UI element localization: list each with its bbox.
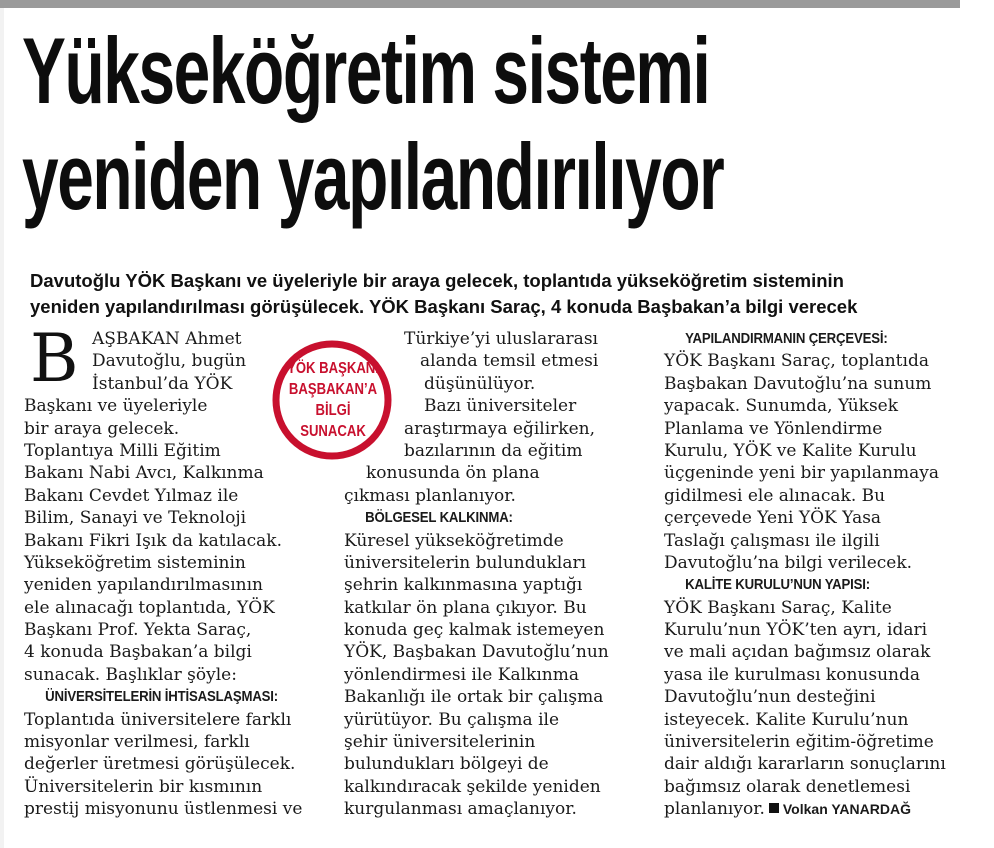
subheadline-line-2: yeniden yapılandırılması görüşülecek. YÖK Başkanı Saraç, 4 konuda Başbakan’a bilgi verecek (30, 296, 858, 317)
text-line: araştırmaya eğilirken, (404, 418, 596, 439)
final-line (664, 798, 964, 820)
text-line: İstanbul’da YÖK (92, 373, 233, 394)
text-line: isteyecek. Kalite Kurulu’nun (664, 709, 909, 730)
text-line: bazılarının da eğitim (404, 440, 583, 461)
text-line: Yükseköğretim sisteminin (24, 552, 246, 573)
badge-line-2: BAŞBAKAN’A (288, 381, 378, 398)
text-line: Bazı üniversiteler (424, 396, 577, 417)
text-line: üniversitelerin bulundukları (344, 552, 587, 573)
article-column-2 (344, 328, 644, 821)
text-line: çerçevede Yeni YÖK Yasa (664, 508, 882, 529)
text-line: Türkiye’yi uluslararası (404, 329, 598, 349)
headline-line-1: Yükseköğretim sistemi (22, 18, 710, 123)
text-line: misyonlar verilmesi, farklı (24, 732, 250, 753)
text-line: Bakanı Cevdet Yılmaz ile (24, 485, 239, 506)
text-line: Başkanı ve üyeleriyle (24, 396, 208, 417)
text-line: Bilim, Sanayi ve Teknoloji (24, 508, 247, 529)
paragraph-quality-board (664, 597, 964, 821)
text-line: 4 konuda Başbakan’a bilgi (24, 642, 252, 663)
text-line: çıkması planlanıyor. (344, 485, 516, 506)
paragraph-international (344, 328, 644, 507)
text-line: kurgulanması amaçlanıyor. (344, 799, 577, 820)
text-line: bir araya gelecek. (24, 418, 180, 439)
text-line: katkılar ön plana çıkıyor. Bu (344, 597, 587, 618)
text-line: Davutoğlu’nun desteğini (664, 687, 876, 708)
badge-line-4: SUNACAK (300, 423, 366, 440)
text-line: üçgeninde yeni bir yapılanmaya (664, 463, 939, 484)
text-line: yapacak. Sunumda, Yüksek (664, 396, 899, 417)
subheadline-line-1: Davutoğlu YÖK Başkanı ve üyeleriyle bir araya gelecek, toplantıda yükseköğretim sisteminin (30, 270, 844, 291)
badge-line-3: BİLGİ (315, 402, 351, 419)
text-line: kalkındıracak şekilde yeniden (344, 776, 601, 797)
text-line: Toplantıya Milli Eğitim (24, 440, 221, 461)
text-line: AŞBAKAN Ahmet (92, 329, 242, 349)
text-line: Kurulu’nun YÖK’ten ayrı, idari (664, 620, 928, 641)
text-line: Üniversitelerin bir kısmının (24, 776, 263, 797)
text-line: yeniden yapılandırılmasının (24, 575, 263, 596)
text-line: Toplantıda üniversitelere farklı (24, 709, 292, 730)
text-line: YÖK, Başbakan Davutoğlu’nun (344, 642, 609, 663)
paragraph-regional-development (344, 530, 644, 821)
text-line: YÖK Başkanı Saraç, Kalite (664, 597, 892, 618)
section-heading-quality-board: KALİTE KURULU’NUN YAPISI: (685, 576, 870, 594)
text-line: yasa ile kurulması konusunda (664, 664, 920, 685)
text-line: Küresel yükseköğretimde (344, 530, 564, 551)
square-bullet-icon (769, 803, 779, 813)
text-line: yürütüyor. Bu çalışma ile (344, 709, 560, 730)
text-line: üniversitelerin eğitim-öğretime (664, 732, 934, 753)
text-line: değerler üretmesi görüşülecek. (24, 754, 296, 775)
author-byline: Volkan YANARDAĞ (782, 801, 911, 818)
paragraph-framework (664, 350, 964, 574)
text-line: Başkanı Prof. Yekta Saraç, (24, 620, 252, 641)
text-line: prestij misyonunu üstlenmesi ve (24, 799, 303, 820)
text-line: Davutoğlu, bugün (92, 351, 247, 372)
text-line: ele alınacağı toplantıda, YÖK (24, 597, 275, 618)
text-line: şehrin kalkınmasına yaptığı (344, 575, 583, 596)
text-line: YÖK Başkanı Saraç, toplantıda (664, 351, 929, 372)
article-column-3 (664, 328, 964, 821)
text-line: konuda geç kalmak istemeyen (344, 620, 605, 641)
paragraph-specialization (24, 709, 324, 821)
text-line: dair aldığı kararların sonuçlarını (664, 754, 946, 775)
text-line: konusunda ön plana (366, 463, 540, 484)
text-line: Taslağı çalışması ile ilgili (664, 530, 880, 551)
text-line: gidilmesi ele alınacak. Bu (664, 485, 886, 506)
drop-cap: B (30, 320, 79, 397)
text-line: Planlama ve Yönlendirme (664, 418, 883, 439)
text-line: alanda temsil etmesi (420, 351, 599, 372)
text-line: sunacak. Başlıklar şöyle: (24, 664, 237, 685)
section-heading-specialization: ÜNİVERSİTELERİN İHTİSASLAŞMASI: (45, 688, 279, 706)
text-line: Kurulu, YÖK ve Kalite Kurulu (664, 440, 917, 461)
text-line: ve mali açıdan bağımsız olarak (664, 642, 931, 663)
text-line: şehir üniversitelerinin (344, 732, 536, 753)
subheadline (30, 268, 975, 320)
section-heading-framework: YAPILANDIRMANIN ÇERÇEVESİ: (685, 330, 888, 347)
section-heading-regional-development: BÖLGESEL KALKINMA: (365, 509, 513, 527)
text-line: bağımsız olarak denetlemesi (664, 776, 911, 797)
headline (22, 18, 724, 230)
text-line: Davutoğlu’na bilgi verilecek. (664, 552, 913, 573)
text-line: Bakanı Nabi Avcı, Kalkınma (24, 463, 264, 484)
final-text: planlanıyor. (664, 799, 765, 820)
text-line: Bakanı Fikri Işık da katılacak. (24, 530, 282, 551)
badge-line-1: YÖK BAŞKANI (287, 360, 379, 377)
headline-line-2: yeniden yapılandırılıyor (22, 124, 724, 229)
text-line: yönlendirmesi ile Kalkınma (344, 664, 579, 685)
page-edge (0, 8, 4, 848)
text-line: Başbakan Davutoğlu’na sunum (664, 373, 932, 394)
text-line: düşünülüyor. (424, 373, 536, 394)
text-line: bulundukları bölgeyi de (344, 754, 549, 775)
top-rule (0, 0, 960, 8)
text-line: Bakanlığı ile ortak bir çalışma (344, 687, 604, 708)
